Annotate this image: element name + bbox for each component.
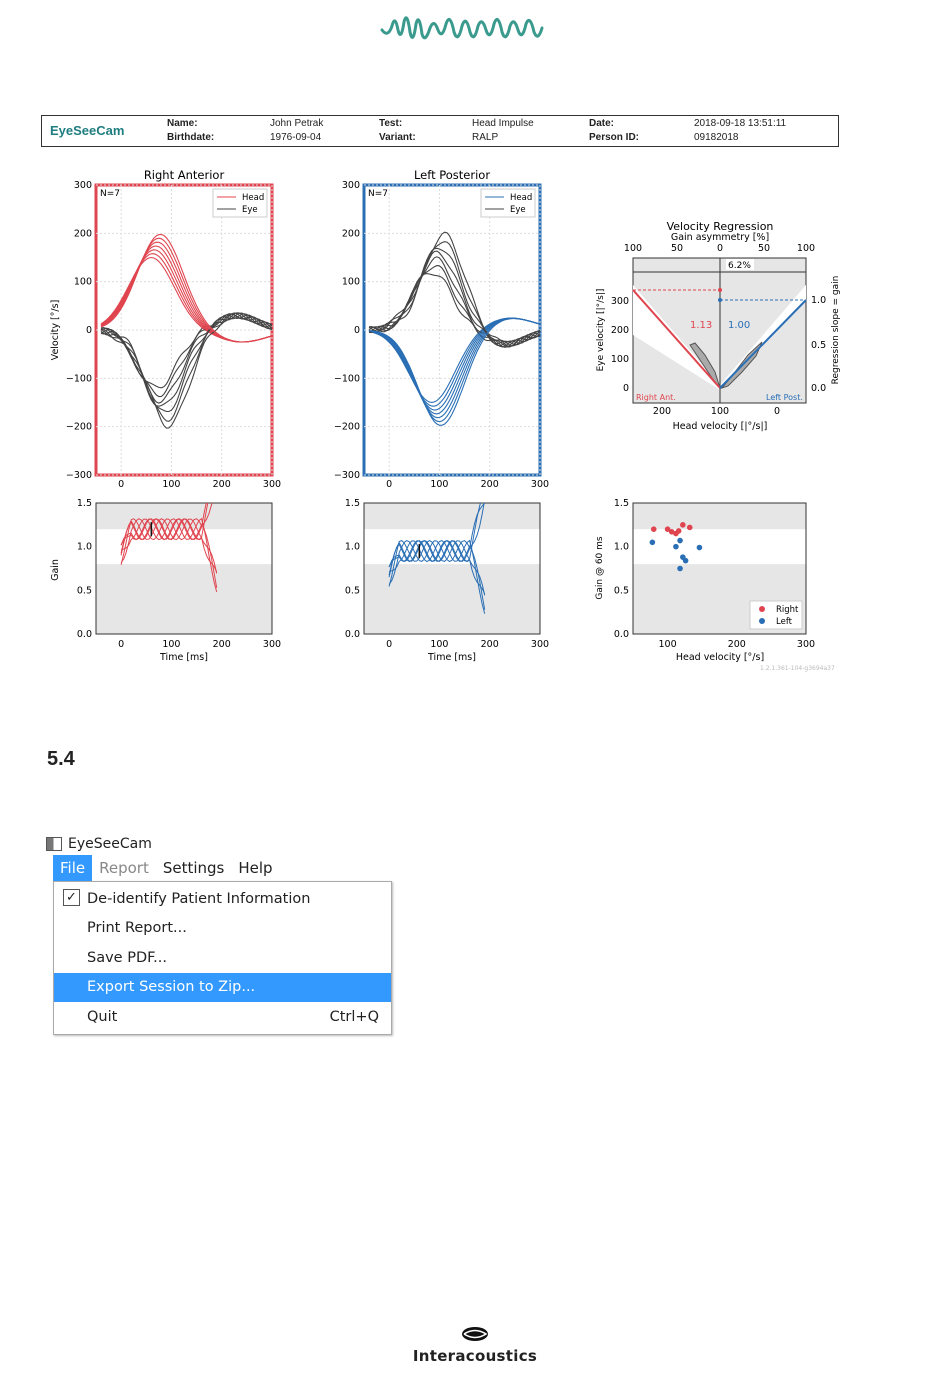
time-tick-label: 100	[162, 639, 181, 650]
vel-tick-label: 0	[353, 325, 360, 336]
gain-tick-label: 0.0	[344, 629, 360, 640]
vr-x-tick: 100	[710, 406, 730, 417]
g60-point	[650, 540, 656, 546]
vr-r-tick: 1.0	[811, 295, 827, 306]
g60-point	[677, 566, 683, 572]
time-tick-label: 200	[212, 479, 231, 490]
vr-y-tick: 100	[610, 354, 629, 365]
title-bar	[46, 833, 396, 855]
interacoustics-logo-icon	[460, 1326, 490, 1342]
time-tick-label: 200	[480, 479, 499, 490]
gain-60ms-plot	[595, 498, 835, 672]
gain-tick-label: 0.5	[344, 585, 360, 597]
vr-y-tick: 200	[610, 325, 629, 336]
menu-report[interactable]: Report	[99, 859, 149, 877]
g60-point	[697, 545, 703, 551]
g60-x-label: Head velocity [°/s]	[675, 652, 765, 663]
vr-top-tick: 50	[757, 243, 771, 254]
g60-legend-left: Left	[776, 617, 792, 627]
lg-x-label: Time [ms]	[428, 652, 476, 663]
gain-axis-label: Gain	[50, 559, 61, 581]
time-tick-label: 300	[530, 639, 550, 650]
menu-item-export-zip[interactable]: Export Session to Zip...	[54, 973, 391, 1003]
rg-x-label: Time [ms]	[160, 652, 208, 663]
time-tick-label: 0	[386, 639, 393, 650]
report-header	[41, 115, 839, 147]
gain-tick-label: 1.0	[76, 541, 92, 553]
menu-item-quit[interactable]: Quit Ctrl+Q	[87, 1008, 379, 1025]
menu-item-print-report[interactable]: Print Report...	[87, 920, 187, 937]
lp-legend-head: Head	[510, 193, 533, 203]
eyeseecam-logo: EyeSeeCam	[50, 123, 125, 138]
vr-y-tick: 300	[610, 296, 629, 307]
lp-title: Left Posterior	[413, 168, 491, 182]
vel-tick-label: 300	[341, 180, 360, 191]
menu-bar	[53, 855, 396, 881]
section-number: 5.4	[47, 748, 75, 770]
g60-tick-label: 200	[727, 639, 746, 650]
vr-r-label: Regression slope = gain	[831, 275, 841, 385]
vr-left-post: Left Post.	[766, 393, 803, 402]
patient-name: John Petrak	[270, 118, 324, 129]
vr-top-tick: 100	[796, 243, 816, 254]
g60-point	[676, 528, 682, 534]
vr-title: Velocity Regression	[666, 220, 774, 233]
g60-y-label: Gain @ 60 ms	[595, 536, 605, 600]
lp-n: N=7	[368, 189, 388, 199]
vr-top-tick: 0	[716, 243, 724, 254]
gain-tick-label: 1.0	[613, 541, 629, 553]
variant-label: Variant:	[379, 132, 416, 143]
person-id: 09182018	[694, 132, 739, 143]
app-icon	[46, 837, 62, 851]
velocity-regression-plot	[596, 220, 841, 432]
gain-tick-label: 0.0	[613, 629, 629, 640]
vel-tick-label: 200	[341, 228, 360, 240]
g60-point	[673, 544, 679, 550]
vr-right-ant: Right Ant.	[636, 393, 676, 402]
brand-name: Interacoustics	[412, 1347, 538, 1365]
date-label: Date:	[589, 118, 615, 129]
ra-legend-head: Head	[242, 193, 265, 203]
vel-tick-label: −100	[65, 373, 92, 385]
file-dropdown	[53, 881, 392, 1035]
gain-tick-label: 1.5	[344, 498, 360, 509]
vr-subtitle: Gain asymmetry [%]	[670, 232, 770, 243]
birthdate: 1976-09-04	[270, 132, 322, 143]
left-gain-plot	[345, 492, 549, 663]
time-tick-label: 300	[262, 479, 282, 490]
quit-shortcut: Ctrl+Q	[329, 1008, 379, 1025]
date: 2018-09-18 13:51:11	[694, 118, 787, 129]
gain-tick-label: 0.5	[613, 585, 629, 597]
vr-top-tick: 50	[670, 243, 684, 254]
right-gain-plot	[50, 470, 281, 663]
vel-tick-label: 100	[341, 276, 360, 288]
person-id-label: Person ID:	[589, 132, 640, 143]
g60-point	[677, 538, 683, 544]
vel-tick-label: −200	[333, 421, 360, 433]
velocity-axis-label: Velocity [°/s]	[50, 299, 61, 361]
time-tick-label: 200	[212, 639, 231, 650]
ra-title: Right Anterior	[143, 168, 225, 182]
gain-tick-label: 1.5	[76, 498, 92, 509]
time-tick-label: 100	[430, 639, 449, 650]
variant: RALP	[472, 132, 499, 143]
vel-tick-label: 300	[73, 180, 92, 191]
vr-gain-left: 1.00	[728, 320, 751, 331]
g60-legend-right: Right	[776, 605, 799, 615]
time-tick-label: 100	[162, 479, 181, 490]
g60-point	[683, 558, 689, 564]
lp-legend-eye: Eye	[510, 205, 526, 215]
name-label: Name:	[167, 118, 198, 129]
gain-tick-label: 1.5	[613, 498, 629, 509]
vel-tick-label: 0	[85, 325, 92, 336]
version-label: 1.2.1.361-104-g3694a37	[760, 665, 835, 672]
vr-asymmetry: 6.2%	[728, 261, 751, 271]
vel-tick-label: −200	[65, 421, 92, 433]
vr-x-label: Head velocity [|°/s|]	[672, 421, 768, 432]
vr-x-tick: 200	[652, 406, 672, 417]
time-tick-label: 0	[118, 479, 125, 490]
gain-tick-label: 0.0	[76, 629, 92, 640]
vr-y-label: Eye velocity [|°/s|]	[596, 288, 606, 372]
g60-point	[651, 526, 657, 532]
vel-tick-label: −100	[333, 373, 360, 385]
vr-r-tick: 0.0	[811, 383, 827, 394]
right-anterior-plot	[50, 168, 281, 490]
gain-tick-label: 1.0	[344, 541, 360, 553]
test-label: Test:	[379, 118, 403, 129]
vr-y-tick: 0	[622, 383, 629, 394]
time-tick-label: 100	[430, 479, 449, 490]
g60-tick-label: 300	[796, 639, 816, 650]
birthdate-label: Birthdate:	[167, 132, 215, 143]
ra-n: N=7	[100, 189, 120, 199]
time-tick-label: 0	[118, 639, 125, 650]
checkbox-checked-icon[interactable]: ✓	[63, 889, 80, 906]
app-title: EyeSeeCam	[68, 836, 152, 852]
menu-settings[interactable]: Settings	[162, 859, 225, 877]
menu-item-save-pdf[interactable]: Save PDF...	[87, 949, 167, 966]
gain-tick-label: 0.5	[76, 585, 92, 597]
vel-tick-label: −300	[65, 470, 92, 481]
wave-logo-icon	[380, 8, 550, 48]
g60-point	[680, 522, 686, 528]
vr-top-tick: 100	[623, 243, 643, 254]
time-tick-label: 300	[530, 479, 550, 490]
time-tick-label: 0	[386, 479, 393, 490]
vel-tick-label: 100	[73, 276, 92, 288]
test: Head Impulse	[472, 118, 534, 129]
vr-r-tick: 0.5	[811, 340, 827, 351]
vr-gain-right: 1.13	[690, 320, 713, 331]
time-tick-label: 200	[480, 639, 499, 650]
g60-point	[687, 525, 693, 531]
vr-x-tick: 0	[773, 406, 781, 417]
menu-item-deidentify[interactable]: ✓ De-identify Patient Information	[54, 884, 391, 914]
menu-help[interactable]: Help	[238, 859, 273, 877]
footer	[0, 1326, 950, 1365]
ra-legend-eye: Eye	[242, 205, 258, 215]
menu-file[interactable]: File	[53, 855, 92, 881]
vel-tick-label: −300	[333, 470, 360, 481]
vel-tick-label: 200	[73, 228, 92, 240]
eyeseecam-menu-window	[46, 833, 396, 1035]
time-tick-label: 300	[262, 639, 282, 650]
left-posterior-plot	[334, 168, 549, 490]
g60-tick-label: 100	[658, 639, 677, 650]
